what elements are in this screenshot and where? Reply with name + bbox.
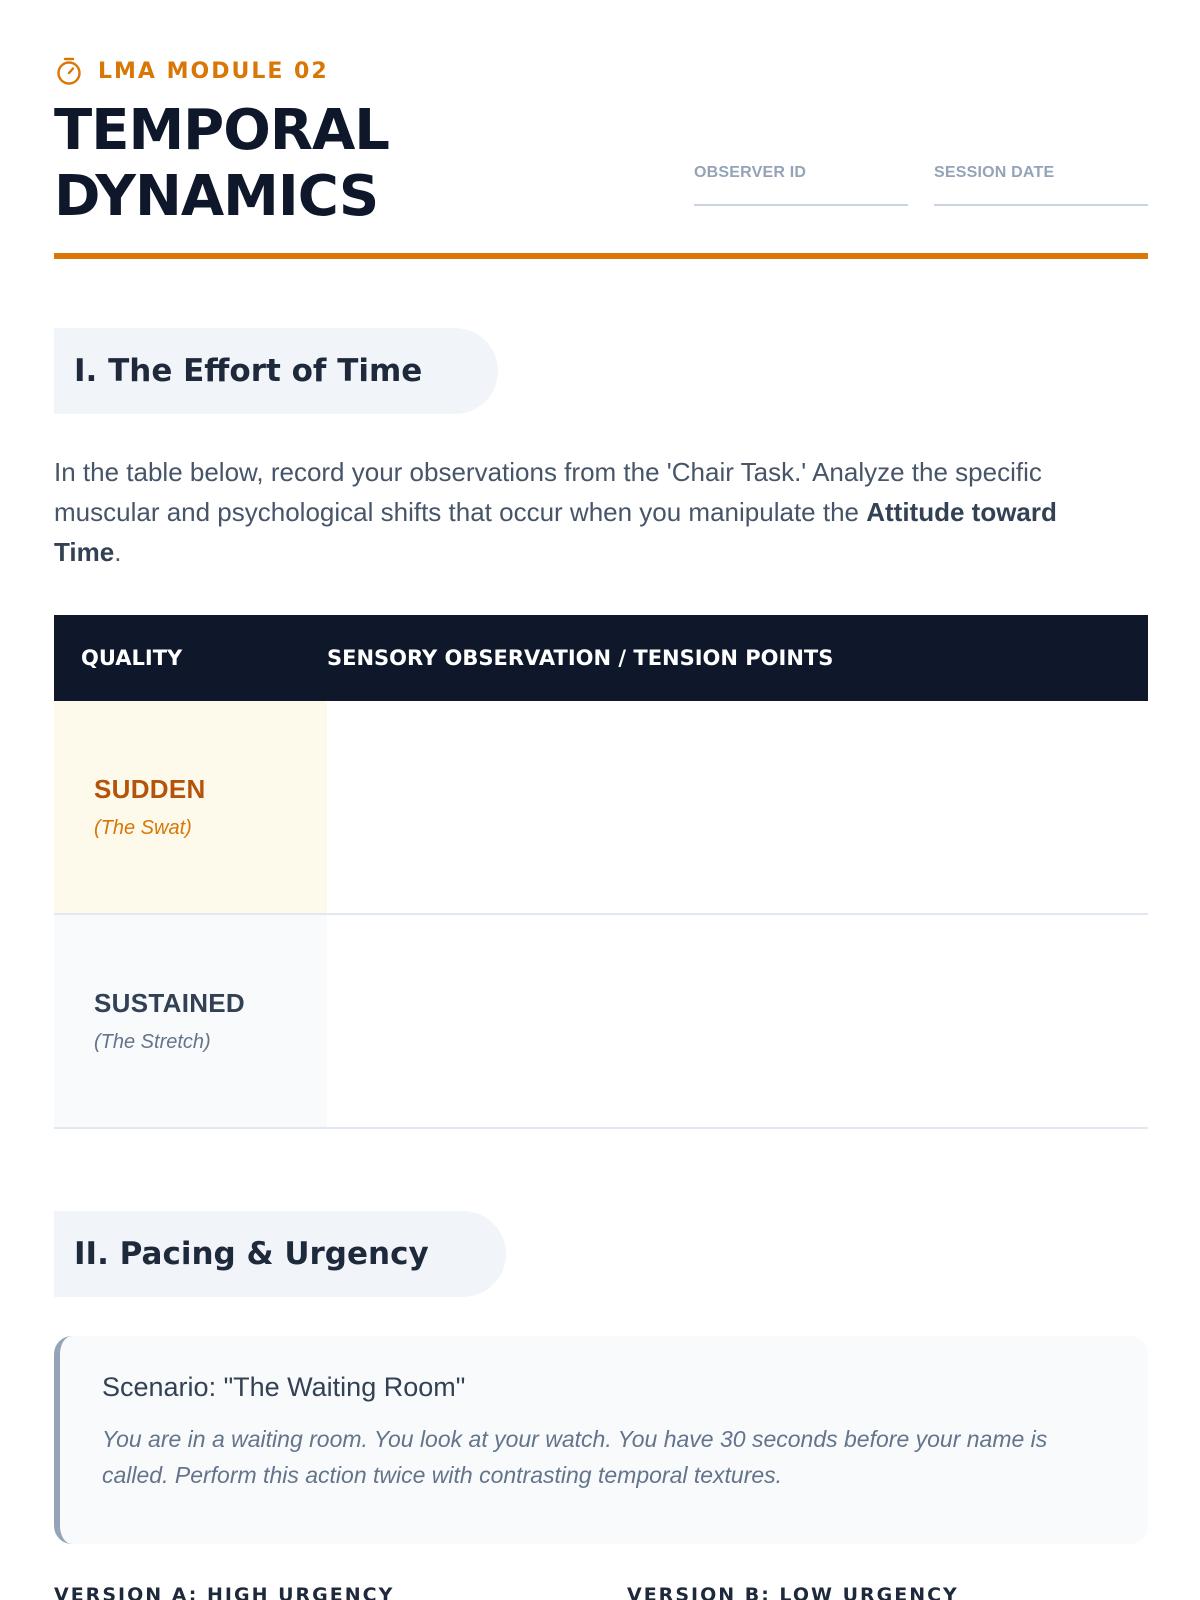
module-line [54, 56, 329, 86]
quality-name: SUDDEN [94, 774, 206, 804]
section-2-heading-pill [54, 1211, 506, 1297]
observer-id-field[interactable] [694, 164, 908, 206]
scenario-card [54, 1336, 1148, 1544]
session-date-label: SESSION DATE [934, 164, 1055, 181]
session-date-field[interactable] [934, 164, 1148, 206]
session-date-line[interactable] [934, 204, 1148, 206]
quality-name: SUSTAINED [94, 988, 246, 1018]
page-title-line-2: DYNAMICS [54, 164, 379, 229]
worksheet-page [54, 0, 1148, 1600]
observation-table [54, 615, 1148, 1129]
quality-cell [54, 701, 327, 913]
observer-id-label: OBSERVER ID [694, 164, 807, 181]
quality-subtitle: (The Swat) [94, 817, 192, 839]
header-fields [694, 164, 1148, 206]
page-title-line-1: TEMPORAL [54, 98, 389, 163]
scenario-title: Scenario: "The Waiting Room" [102, 1372, 466, 1402]
section-1-heading-pill [54, 328, 498, 414]
page-title [54, 98, 389, 230]
stopwatch-icon [54, 56, 84, 86]
module-label: LMA MODULE 02 [98, 58, 329, 84]
version-a-label: VERSION A: HIGH URGENCY [54, 1584, 395, 1600]
intro-suffix: . [114, 537, 122, 567]
section-1-heading: I. The Effort of Time [74, 353, 423, 389]
page-header [54, 0, 1148, 262]
table-row [54, 701, 1148, 915]
version-b-label: VERSION B: LOW URGENCY [627, 1584, 959, 1600]
quality-subtitle: (The Stretch) [94, 1031, 211, 1053]
table-header-row [54, 615, 1148, 701]
intro-emphasis: Attitude toward Time [54, 497, 1057, 567]
quality-cell [54, 915, 327, 1127]
section-2-heading: II. Pacing & Urgency [74, 1236, 429, 1272]
section-1-intro [54, 452, 1114, 572]
column-header-quality: QUALITY [81, 646, 183, 670]
scenario-text: You are in a waiting room. You look at your watch. You have 30 seconds before your name is called. Perform this action twice with contrasting temporal textures. [102, 1426, 1048, 1488]
intro-text: In the table below, record your observations from the 'Chair Task.' Analyze the specific muscular and psychological shifts that occur when you manipulate the [54, 457, 1042, 527]
table-row [54, 915, 1148, 1129]
observation-cell-sustained[interactable] [327, 915, 1148, 1127]
observation-cell-sudden[interactable] [327, 701, 1148, 913]
column-header-observation: SENSORY OBSERVATION / TENSION POINTS [327, 646, 834, 670]
version-labels [54, 1584, 1148, 1600]
observer-id-line[interactable] [694, 204, 908, 206]
header-divider [54, 253, 1148, 259]
